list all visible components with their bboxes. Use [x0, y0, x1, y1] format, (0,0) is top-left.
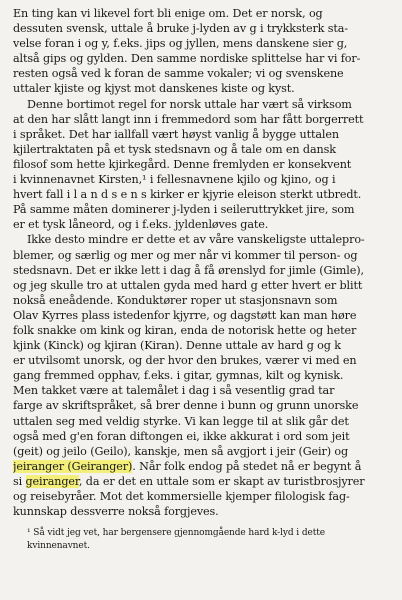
- text-segment: si: [13, 474, 26, 488]
- text-segment: . Når folk endog på stedet nå er begynt å: [132, 459, 362, 473]
- text-line: at den har slått langt inn i fremmedord som har fått borgerrett: [13, 112, 364, 126]
- text-line: i kvinnenavnet Kirsten,¹ i fellesnavnene kjilo og kjino, og i: [13, 173, 336, 187]
- text-line: Denne bortimot regel for norsk uttale har vært så virksom: [27, 97, 352, 111]
- paragraph-1: [13, 6, 392, 97]
- highlight-geiranger-2: geiranger: [25, 474, 79, 488]
- text-line: er utvilsomt unorsk, og der hvor den brukes, værer vi med en: [13, 354, 357, 368]
- text-line: Ikke desto mindre er dette et av våre vanskeligste uttalepro-: [27, 233, 365, 247]
- text-line: uttaler kjiste og kjyst mot danskenes kiste og kyst.: [13, 82, 295, 96]
- text-line: farge av skriftspråket, så brer denne i bunn og grunn unorske: [13, 399, 359, 413]
- text-line-highlighted: [13, 459, 392, 474]
- text-line: kjilertraktaten på et tysk stedsnavn og å tale om en dansk: [13, 142, 336, 156]
- text-line: i språket. Det har iallfall vært høyst vanlig å bygge uttalen: [13, 127, 339, 141]
- footnote-line: ¹ Så vidt jeg vet, har bergensere gjennomgående hard k-lyd i dette: [27, 528, 325, 539]
- text-line: Men takket være at talemålet i dag i så vesentlig grad tar: [13, 384, 335, 398]
- text-line: gang fremmed opphav, f.eks. i gitar, gymnas, kilt og kynisk.: [13, 369, 344, 383]
- text-line: folk snakke om kink og kiran, enda de notorisk hette og heter: [13, 323, 357, 337]
- text-line: og jeg skulle tro at uttalen gyda med hard g etter hvert er blitt: [13, 278, 363, 292]
- footnote: [13, 527, 392, 552]
- text-line: og reisebyråer. Mot det kommersielle kjemper filologisk fag-: [13, 490, 350, 503]
- text-line: På samme måten dominerer j-lyden i seileruttrykket jire, som: [13, 203, 355, 217]
- text-line: er et tysk låneord, og i f.eks. jyldenløves gate.: [13, 218, 269, 232]
- text-line: filosof som hette kjirkegård. Denne fremlyden er konsekvent: [13, 157, 352, 171]
- text-line: Olav Kyrres plass istedenfor kjyrre, og dagstøtt kan man høre: [13, 308, 357, 322]
- text-line: kunnskap dessverre nokså forgjeves.: [13, 505, 219, 519]
- text-line: nokså eneådende. Konduktører roper ut stasjonsnavn som: [13, 293, 338, 307]
- text-line: stedsnavn. Det er ikke lett i dag å få ørenslyd for jimle (Gimle),: [13, 263, 364, 277]
- text-segment: , da er det en uttale som er skapt av turistbrosjyrer: [78, 474, 365, 488]
- text-line: også med g'en foran diftongen ei, ikke akkurat i ord som jeit: [13, 429, 350, 443]
- text-line: hvert fall i l a n d s e n s kirker er kjyrie eleison sterkt utbredt.: [13, 188, 362, 202]
- text-line: velse foran i og y, f.eks. jips og jyllen, mens danskene sier g,: [13, 37, 348, 51]
- text-line: (geit) og jeilo (Geilo), kanskje, men så avgjort i jeir (Geir) og: [13, 444, 349, 458]
- paragraph-3: [13, 232, 392, 519]
- paragraph-2: [13, 97, 392, 233]
- text-line: En ting kan vi likevel fort bli enige om. Det er norsk, og: [13, 7, 323, 20]
- highlight-geiranger-1: jeiranger (Geiranger): [13, 459, 133, 473]
- text-line: kjink (Kinck) og kjiran (Kiran). Denne uttale av hard g og k: [13, 339, 341, 353]
- text-line: blemer, og særlig og mer og mer når vi kommer til person- og: [13, 248, 358, 262]
- text-line: altså gips og gylden. Den samme nordiske splittelse har vi for-: [13, 52, 361, 66]
- footnote-line: kvinnenavnet.: [27, 540, 90, 551]
- text-line: resten også ved k foran de samme vokaler; vi og svenskene: [13, 67, 344, 81]
- text-line: uttalen seg med veldig styrke. Vi kan legge til at slik går det: [13, 414, 349, 428]
- text-line: dessuten svensk, uttale å bruke j-lyden av g i trykksterk sta-: [13, 22, 348, 36]
- text-line-highlighted: [13, 474, 392, 489]
